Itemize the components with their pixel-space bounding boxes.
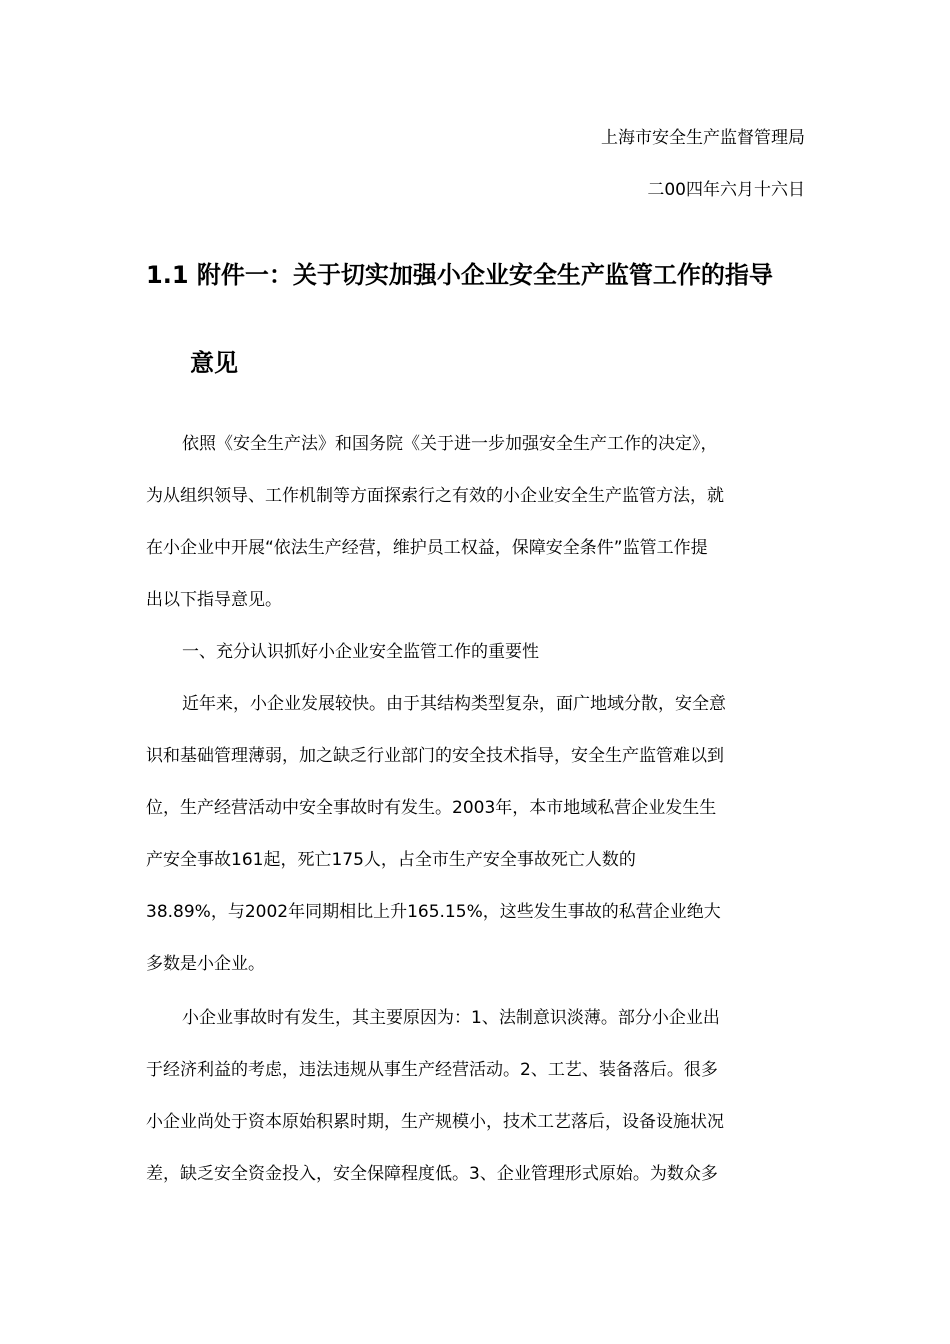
- body-line: 小企业尚处于资本原始积累时期，生产规模小，技术工艺落后，设备设施状况: [146, 1112, 724, 1132]
- body-line: 小企业事故时有发生，其主要原因为：1、法制意识淡薄。部分小企业出: [182, 1008, 720, 1028]
- signature-organization: 上海市安全生产监督管理局: [601, 128, 805, 148]
- body-line: 出以下指导意见。: [146, 590, 282, 610]
- body-line: 于经济利益的考虑，违法违规从事生产经营活动。2、工艺、装备落后。很多: [146, 1060, 718, 1080]
- body-line: 位，生产经营活动中安全事故时有发生。2003年，本市地域私营企业发生生: [146, 798, 717, 818]
- body-line: 依照《安全生产法》和国务院《关于进一步加强安全生产工作的决定》，: [182, 434, 718, 454]
- body-line: 近年来，小企业发展较快。由于其结构类型复杂，面广地域分散，安全意: [182, 694, 726, 714]
- section-heading-line-1: 1.1 附件一：关于切实加强小企业安全生产监管工作的指导: [146, 261, 773, 289]
- body-line: 为从组织领导、工作机制等方面探索行之有效的小企业安全生产监管方法，就: [146, 486, 724, 506]
- body-line: 多数是小企业。: [146, 954, 265, 974]
- body-line: 产安全事故161起，死亡175人，占全市生产安全事故死亡人数的: [146, 850, 636, 870]
- body-line: 38.89%，与2002年同期相比上升165.15%，这些发生事故的私营企业绝大: [146, 902, 721, 922]
- body-line: 在小企业中开展“依法生产经营，维护员工权益，保障安全条件”监管工作提: [146, 538, 708, 558]
- body-line: 识和基础管理薄弱，加之缺乏行业部门的安全技术指导，安全生产监管难以到: [146, 746, 724, 766]
- body-line: 差，缺乏安全资金投入，安全保障程度低。3、企业管理形式原始。为数众多: [146, 1164, 718, 1184]
- signature-date: 二00四年六月十六日: [647, 180, 805, 200]
- section-heading-line-2: 意见: [190, 349, 238, 377]
- subsection-heading: 一、充分认识抓好小企业安全监管工作的重要性: [182, 642, 539, 662]
